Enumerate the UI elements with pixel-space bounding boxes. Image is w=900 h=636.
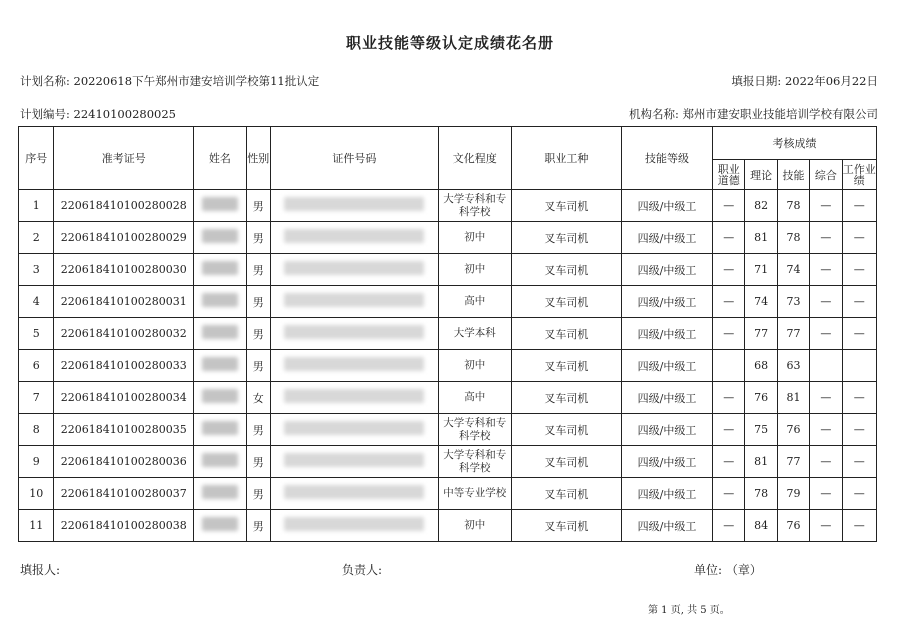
header-theory: 理论 — [745, 160, 777, 190]
cell-education: 大学专科和专科学校 — [438, 190, 511, 222]
cell-exam-no: 220618410100280037 — [54, 478, 194, 510]
cell-education: 初中 — [438, 222, 511, 254]
cell-overall: — — [810, 318, 842, 350]
cell-exam-no: 220618410100280028 — [54, 190, 194, 222]
plan-name-line — [20, 73, 319, 89]
cell-gender: 男 — [246, 510, 270, 542]
cell-work: — — [842, 382, 876, 414]
cell-exam-no: 220618410100280036 — [54, 446, 194, 478]
org-name-value: 郑州市建安职业技能培训学校有限公司 — [682, 107, 878, 121]
cell-skill: 63 — [777, 350, 809, 382]
table-row — [19, 382, 877, 414]
cell-education: 大学专科和专科学校 — [438, 446, 511, 478]
plan-name-value: 20220618下午郑州市建安培训学校第11批认定 — [73, 74, 320, 88]
cell-work: — — [842, 446, 876, 478]
cell-ethics: — — [713, 286, 745, 318]
cell-work: — — [842, 414, 876, 446]
cell-id-no-redacted — [270, 254, 438, 286]
header-scores-group: 考核成绩 — [713, 127, 877, 160]
plan-no-line — [20, 106, 176, 122]
cell-ethics: — — [713, 414, 745, 446]
cell-id-no-redacted — [270, 350, 438, 382]
cell-occupation: 叉车司机 — [511, 478, 621, 510]
cell-overall: — — [810, 446, 842, 478]
cell-seq: 9 — [19, 446, 54, 478]
fill-date-line — [731, 73, 878, 89]
cell-ethics: — — [713, 382, 745, 414]
cell-seq: 5 — [19, 318, 54, 350]
cell-skill: 78 — [777, 190, 809, 222]
cell-skill: 73 — [777, 286, 809, 318]
cell-theory: 84 — [745, 510, 777, 542]
cell-overall: — — [810, 254, 842, 286]
cell-skill: 81 — [777, 382, 809, 414]
cell-seq: 6 — [19, 350, 54, 382]
cell-theory: 81 — [745, 222, 777, 254]
cell-id-no-redacted — [270, 510, 438, 542]
cell-occupation: 叉车司机 — [511, 446, 621, 478]
cell-theory: 77 — [745, 318, 777, 350]
cell-ethics: — — [713, 318, 745, 350]
cell-education: 初中 — [438, 510, 511, 542]
cell-exam-no: 220618410100280038 — [54, 510, 194, 542]
cell-gender: 女 — [246, 382, 270, 414]
cell-id-no-redacted — [270, 446, 438, 478]
cell-gender: 男 — [246, 254, 270, 286]
cell-seq: 1 — [19, 190, 54, 222]
cell-skill: 76 — [777, 414, 809, 446]
cell-overall: — — [810, 414, 842, 446]
cell-work — [842, 350, 876, 382]
table-row — [19, 446, 877, 478]
cell-seq: 10 — [19, 478, 54, 510]
header-work: 工作业绩 — [842, 160, 876, 190]
cell-education: 中等专业学校 — [438, 478, 511, 510]
cell-level: 四级/中级工 — [622, 286, 713, 318]
plan-no-value: 22410100280025 — [73, 107, 176, 121]
cell-theory: 68 — [745, 350, 777, 382]
cell-theory: 74 — [745, 286, 777, 318]
document-title: 职业技能等级认定成绩花名册 — [345, 34, 554, 52]
cell-exam-no: 220618410100280035 — [54, 414, 194, 446]
cell-work: — — [842, 318, 876, 350]
cell-ethics: — — [713, 510, 745, 542]
cell-work: — — [842, 222, 876, 254]
cell-exam-no: 220618410100280031 — [54, 286, 194, 318]
cell-theory: 76 — [745, 382, 777, 414]
cell-id-no-redacted — [270, 318, 438, 350]
cell-gender: 男 — [246, 478, 270, 510]
cell-exam-no: 220618410100280033 — [54, 350, 194, 382]
table-row — [19, 414, 877, 446]
unit-label: 单位: — [694, 563, 723, 577]
header-name: 姓名 — [194, 127, 247, 190]
cell-id-no-redacted — [270, 222, 438, 254]
table-row — [19, 318, 877, 350]
cell-work: — — [842, 478, 876, 510]
cell-gender: 男 — [246, 350, 270, 382]
cell-name-redacted — [194, 478, 247, 510]
page-indicator: 第 1 页, 共 5 页。 — [648, 605, 730, 616]
cell-name-redacted — [194, 446, 247, 478]
cell-work: — — [842, 254, 876, 286]
cell-occupation: 叉车司机 — [511, 510, 621, 542]
cell-overall: — — [810, 286, 842, 318]
cell-id-no-redacted — [270, 190, 438, 222]
filler-label: 填报人: — [20, 563, 61, 577]
cell-skill: 77 — [777, 318, 809, 350]
cell-id-no-redacted — [270, 286, 438, 318]
cell-exam-no: 220618410100280032 — [54, 318, 194, 350]
header-ethics: 职业道德 — [713, 160, 745, 190]
cell-overall: — — [810, 478, 842, 510]
cell-seq: 11 — [19, 510, 54, 542]
cell-theory: 75 — [745, 414, 777, 446]
cell-name-redacted — [194, 414, 247, 446]
table-row — [19, 190, 877, 222]
cell-id-no-redacted — [270, 478, 438, 510]
table-row — [19, 510, 877, 542]
cell-level: 四级/中级工 — [622, 350, 713, 382]
cell-theory: 78 — [745, 478, 777, 510]
cell-occupation: 叉车司机 — [511, 286, 621, 318]
cell-work: — — [842, 286, 876, 318]
cell-level: 四级/中级工 — [622, 222, 713, 254]
cell-id-no-redacted — [270, 382, 438, 414]
cell-name-redacted — [194, 382, 247, 414]
cell-gender: 男 — [246, 222, 270, 254]
cell-gender: 男 — [246, 446, 270, 478]
fill-date-value: 2022年06月22日 — [784, 74, 878, 88]
cell-ethics: — — [713, 190, 745, 222]
table-row — [19, 286, 877, 318]
table-row — [19, 222, 877, 254]
plan-name-label: 计划名称: — [20, 74, 70, 88]
cell-theory: 82 — [745, 190, 777, 222]
cell-skill: 78 — [777, 222, 809, 254]
header-skill: 技能 — [777, 160, 809, 190]
cell-ethics: — — [713, 254, 745, 286]
cell-name-redacted — [194, 510, 247, 542]
cell-theory: 71 — [745, 254, 777, 286]
cell-gender: 男 — [246, 286, 270, 318]
cell-exam-no: 220618410100280029 — [54, 222, 194, 254]
unit-line — [694, 561, 762, 578]
table-row — [19, 350, 877, 382]
cell-education: 大学本科 — [438, 318, 511, 350]
cell-occupation: 叉车司机 — [511, 350, 621, 382]
cell-id-no-redacted — [270, 414, 438, 446]
fill-date-label: 填报日期: — [731, 74, 782, 88]
cell-level: 四级/中级工 — [622, 382, 713, 414]
cell-skill: 77 — [777, 446, 809, 478]
cell-overall: — — [810, 382, 842, 414]
cell-name-redacted — [194, 350, 247, 382]
cell-skill: 76 — [777, 510, 809, 542]
cell-theory: 81 — [745, 446, 777, 478]
org-name-label: 机构名称: — [628, 107, 679, 121]
cell-occupation: 叉车司机 — [511, 318, 621, 350]
cell-occupation: 叉车司机 — [511, 414, 621, 446]
cell-seq: 2 — [19, 222, 54, 254]
table-row — [19, 478, 877, 510]
cell-ethics: — — [713, 478, 745, 510]
cell-overall: — — [810, 510, 842, 542]
cell-overall: — — [810, 190, 842, 222]
cell-skill: 79 — [777, 478, 809, 510]
cell-level: 四级/中级工 — [622, 190, 713, 222]
cell-ethics: — — [713, 446, 745, 478]
header-occupation: 职业工种 — [511, 127, 621, 190]
header-education: 文化程度 — [438, 127, 511, 190]
cell-gender: 男 — [246, 318, 270, 350]
cell-overall — [810, 350, 842, 382]
cell-gender: 男 — [246, 190, 270, 222]
cell-overall: — — [810, 222, 842, 254]
header-level: 技能等级 — [622, 127, 713, 190]
cell-name-redacted — [194, 222, 247, 254]
cell-skill: 74 — [777, 254, 809, 286]
cell-name-redacted — [194, 318, 247, 350]
cell-exam-no: 220618410100280030 — [54, 254, 194, 286]
cell-seq: 4 — [19, 286, 54, 318]
cell-seq: 8 — [19, 414, 54, 446]
header-overall: 综合 — [810, 160, 842, 190]
cell-occupation: 叉车司机 — [511, 222, 621, 254]
seal-text: （章） — [725, 563, 762, 577]
org-name-line — [629, 106, 878, 122]
cell-name-redacted — [194, 190, 247, 222]
cell-occupation: 叉车司机 — [511, 190, 621, 222]
cell-education: 大学专科和专科学校 — [438, 414, 511, 446]
cell-work: — — [842, 510, 876, 542]
cell-level: 四级/中级工 — [622, 318, 713, 350]
cell-education: 高中 — [438, 286, 511, 318]
cell-education: 高中 — [438, 382, 511, 414]
header-id-no: 证件号码 — [270, 127, 438, 190]
cell-gender: 男 — [246, 414, 270, 446]
cell-ethics — [713, 350, 745, 382]
header-gender: 性别 — [246, 127, 270, 190]
header-exam-no: 准考证号 — [54, 127, 194, 190]
cell-level: 四级/中级工 — [622, 254, 713, 286]
plan-no-label: 计划编号: — [20, 107, 70, 121]
cell-level: 四级/中级工 — [622, 478, 713, 510]
cell-occupation: 叉车司机 — [511, 254, 621, 286]
cell-level: 四级/中级工 — [622, 510, 713, 542]
cell-name-redacted — [194, 286, 247, 318]
cell-education: 初中 — [438, 254, 511, 286]
responsible-label: 负责人: — [342, 563, 383, 577]
cell-education: 初中 — [438, 350, 511, 382]
cell-work: — — [842, 190, 876, 222]
cell-level: 四级/中级工 — [622, 414, 713, 446]
cell-exam-no: 220618410100280034 — [54, 382, 194, 414]
cell-seq: 3 — [19, 254, 54, 286]
cell-name-redacted — [194, 254, 247, 286]
header-seq: 序号 — [19, 127, 54, 190]
cell-seq: 7 — [19, 382, 54, 414]
table-row — [19, 254, 877, 286]
cell-occupation: 叉车司机 — [511, 382, 621, 414]
score-roster-table — [18, 126, 877, 542]
cell-level: 四级/中级工 — [622, 446, 713, 478]
cell-ethics: — — [713, 222, 745, 254]
